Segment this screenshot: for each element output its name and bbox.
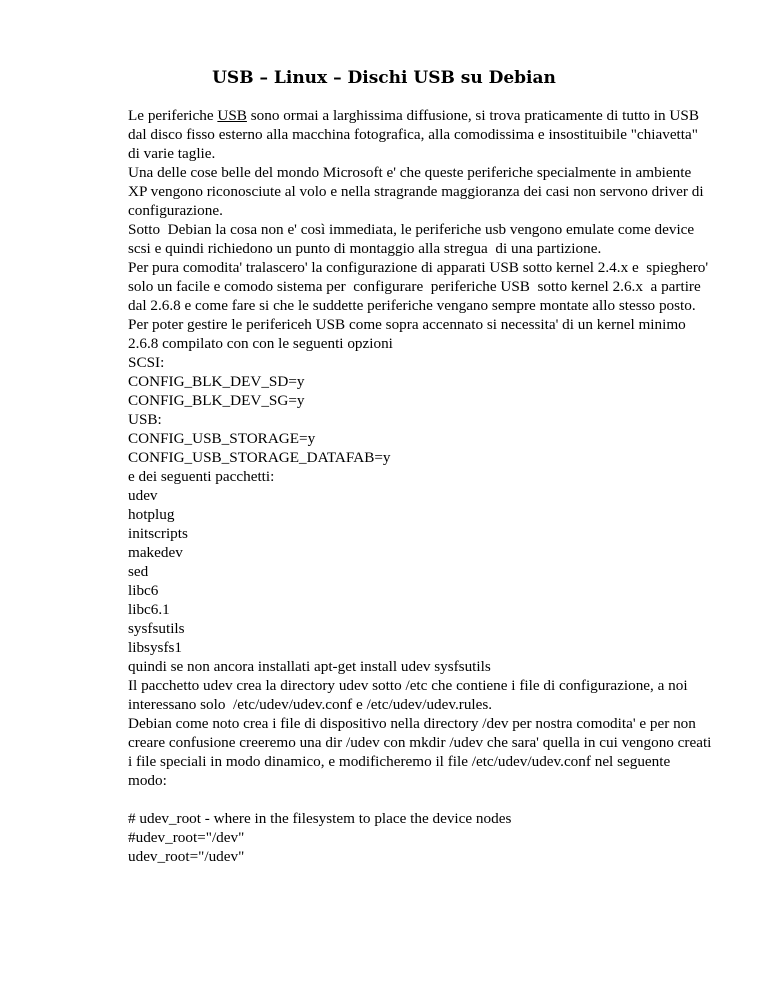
text-line: dal 2.6.8 e come fare si che le suddette periferiche vengano sempre montate allo stesso posto. <box>128 297 696 314</box>
usb-link[interactable]: USB <box>217 107 247 124</box>
text-line: i file speciali in modo dinamico, e modificheremo il file /etc/udev/udev.conf nel seguente <box>128 753 671 770</box>
document-body <box>128 106 712 866</box>
text-line: e dei seguenti pacchetti: <box>128 468 275 485</box>
package-item: libsysfs1 <box>128 639 183 656</box>
text-line: Per poter gestire le perifericeh USB come sopra accennato si necessita' di un kernel minimo <box>128 316 686 333</box>
text-line: quindi se non ancora installati apt-get install udev sysfsutils <box>128 658 491 675</box>
text-line: 2.6.8 compilato con con le seguenti opzioni <box>128 335 393 352</box>
text-line: Il pacchetto udev crea la directory udev sotto /etc che contiene i file di configurazione, a noi <box>128 677 688 694</box>
text-line: creare confusione creeremo una dir /udev con mkdir /udev che sara' quella in cui vengono creati <box>128 734 712 751</box>
text-line: dal disco fisso esterno alla macchina fotografica, alla comodissima e insostituibile "chiavetta" <box>128 126 698 143</box>
package-item: initscripts <box>128 525 188 542</box>
blank-line <box>128 790 668 809</box>
config-option: CONFIG_USB_STORAGE=y <box>128 430 316 447</box>
package-item: udev <box>128 487 158 504</box>
text-line: configurazione. <box>128 202 223 219</box>
text-line: scsi e quindi richiedono un punto di montaggio alla stregua di una partizione. <box>128 240 602 257</box>
package-item: hotplug <box>128 506 175 523</box>
section-heading-scsi: SCSI: <box>128 354 165 371</box>
text-line: interessano solo /etc/udev/udev.conf e /etc/udev/udev.rules. <box>128 696 493 713</box>
config-line: #udev_root="/dev" <box>128 829 245 846</box>
config-line: # udev_root - where in the filesystem to place the device nodes <box>128 810 512 827</box>
package-item: libc6.1 <box>128 601 170 618</box>
text-line: XP vengono riconosciute al volo e nella stragrande maggioranza dei casi non servono driver di <box>128 183 704 200</box>
intro-text-after-link: sono ormai a larghissima diffusione, si trova praticamente di tutto in USB <box>246 107 699 124</box>
config-option: CONFIG_BLK_DEV_SG=y <box>128 392 305 409</box>
config-option: CONFIG_BLK_DEV_SD=y <box>128 373 305 390</box>
intro-text-before-link: Le periferiche <box>128 107 218 124</box>
package-item: makedev <box>128 544 183 561</box>
text-line: Sotto Debian la cosa non e' così immediata, le periferiche usb vengono emulate come device <box>128 221 695 238</box>
package-item: sysfsutils <box>128 620 185 637</box>
intro-line <box>128 106 699 125</box>
package-item: sed <box>128 563 149 580</box>
page-title: USB – Linux – Dischi USB su Debian <box>212 68 556 88</box>
config-option: CONFIG_USB_STORAGE_DATAFAB=y <box>128 449 391 466</box>
text-line: Una delle cose belle del mondo Microsoft e' che queste periferiche specialmente in ambiente <box>128 164 692 181</box>
text-line: Per pura comodita' tralascero' la configurazione di apparati USB sotto kernel 2.4.x e spieghero' <box>128 259 709 276</box>
config-line: udev_root="/udev" <box>128 848 245 865</box>
text-line: di varie taglie. <box>128 145 216 162</box>
text-line: modo: <box>128 772 167 789</box>
text-line: Debian come noto crea i file di dispositivo nella directory /dev per nostra comodita' e per non <box>128 715 696 732</box>
text-line: solo un facile e comodo sistema per configurare periferiche USB sotto kernel 2.6.x a partire <box>128 278 701 295</box>
package-item: libc6 <box>128 582 159 599</box>
section-heading-usb: USB: <box>128 411 162 428</box>
